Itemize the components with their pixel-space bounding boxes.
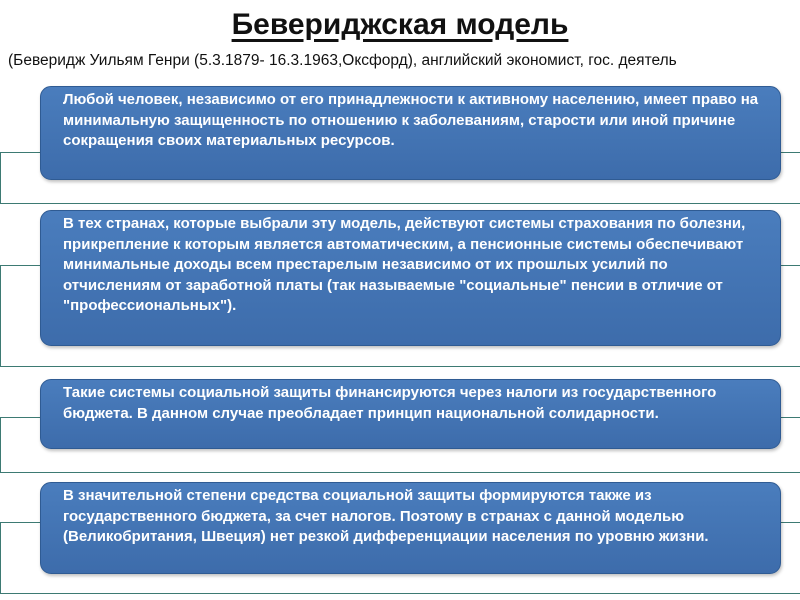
slide-subtitle: (Беверидж Уильям Генри (5.3.1879- 16.3.1963,Оксфорд), английский экономист, гос. деятель bbox=[8, 52, 677, 69]
content-block-1: Любой человек, независимо от его принадлежности к активному населению, имеет право на минимальную защищенность по отношению к заболеваниям, старости или иной причине сокращения своих материальных ресурсов. bbox=[40, 86, 781, 180]
content-block-3: Такие системы социальной защиты финансируются через налоги из государственного бюджета. В данном случае преобладает принцип национальной солидарности. bbox=[40, 379, 781, 449]
content-block-4: В значительной степени средства социальной защиты формируются также из государственного бюджета, за счет налогов. Поэтому в странах с данной моделью (Великобритания, Швеция) нет резкой дифференциации населения по уровню жизни. bbox=[40, 482, 781, 574]
content-block-2: В тех странах, которые выбрали эту модель, действуют системы страхования по болезни, прикрепление к которым является автоматическим, а пенсионные системы обеспечивают минимальные доходы всем престарелым независимо от их прошлых усилий по отчислениям от заработной платы (так называемые "социальные" пенсии в отличие от "профессиональных"). bbox=[40, 210, 781, 346]
slide-title: Бевериджская модель bbox=[231, 8, 569, 41]
